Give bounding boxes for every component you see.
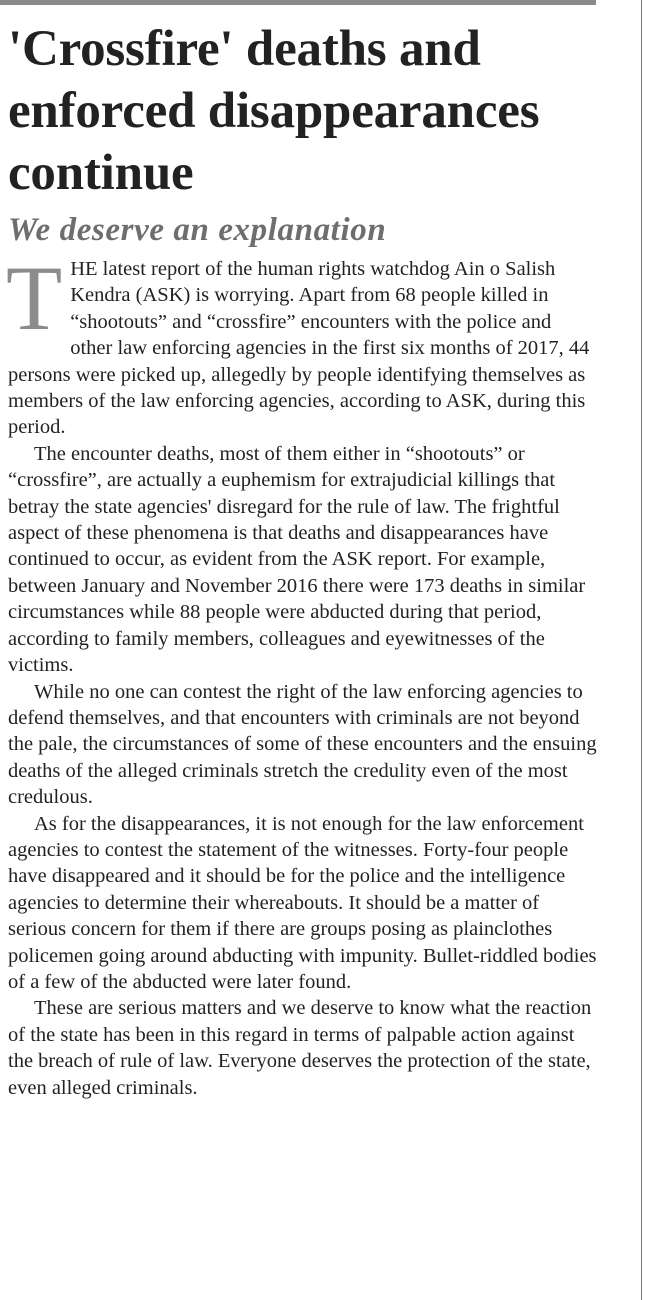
headline: 'Crossfire' deaths and enforced disappearances continue (8, 21, 540, 201)
paragraph-4: As for the disappearances, it is not enough for the law enforcement agencies to contest the statement of the witnesses. Forty-four people have disappeared and it should be for the police and the intelligence agencies to determine their whereabouts. It should be a matter of serious concern for them if there are groups posing as plainclothes policemen going around abducting with impunity. Bullet-riddled bodies of a few of the abducted were later found. (8, 812, 597, 993)
paragraph-3: While no one can contest the right of the law enforcing agencies to defend themselves, and that encounters with criminals are not beyond the pale, the circumstances of some of these encounters and the ensuing deaths of the alleged criminals stretch the credulity even of the most credulous. (8, 680, 597, 809)
top-rule (0, 0, 596, 5)
paragraph-1-text: HE latest report of the human rights watchdog Ain o Salish Kendra (ASK) is worrying. Apart from 68 people killed in “shootouts” and “crossfire” encounters with the police and other law enforcing agencies in the first six months of 2017, 44 persons were picked up, allegedly by people identifying themselves as members of the law enforcing agencies, according to ASK, during this period. (8, 258, 590, 439)
paragraph-2: The encounter deaths, most of them either in “shootouts” or “crossfire”, are actually a euphemism for extrajudicial killings that betray the state agencies' disregard for the rule of law. The frightful aspect of these phenomena is that deaths and disappearances have continued to occur, as evident from the ASK report. For example, between January and November 2016 there were 173 deaths in similar circumstances while 88 people were abducted during that period, according to family members, colleagues and eyewitnesses of the victims. (8, 442, 586, 677)
editorial-article (8, 18, 598, 1101)
subheadline: We deserve an explanation (8, 212, 387, 248)
paragraph-5: These are serious matters and we deserve to know what the reaction of the state has been in this regard in terms of palpable action against the breach of rule of law. Everyone deserves the protection of the state, even alleged criminals. (8, 997, 592, 1099)
article-body (6, 247, 598, 1101)
column-rule (641, 0, 642, 1300)
paragraph-1 (6, 247, 598, 441)
drop-cap: T (6, 247, 63, 349)
